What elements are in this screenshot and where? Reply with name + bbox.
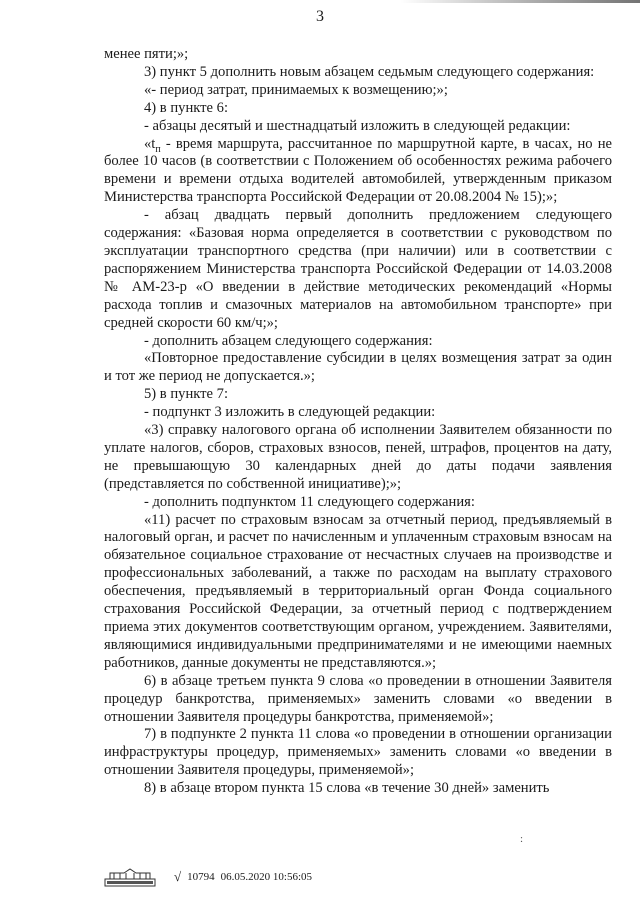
paragraph: «11) расчет по страховым взносам за отчетный период, предъявляемый в налоговый орган, и расчет по начисленным и уплаченным страховым взносам на обязательное социальное страхование от несчастных случаев на производстве и профессиональных заболеваний, а также по расходам на выплату страхового обеспечения, предъявляемый в территориальный орган Фонда социального страхования Российской Федерации, за отчетный период с подтверждением приема этих документов соответствующим органом, учреждением. Заявителями, являющимися индивидуальными предпринимателями и не имеющими наемных работников, данные документы не представляются.»; — [104, 511, 612, 671]
paragraph: «- период затрат, принимаемых к возмещению;»; — [144, 81, 448, 98]
paragraph: 6) в абзаце третьем пункта 9 слова «о проведении в отношении Заявителя процедур банкротства, применяемых» заменить словами «о введении в отношении Заявителя процедуры банкротства, применяемой»; — [104, 672, 612, 725]
footer — [104, 866, 312, 888]
paragraph: - абзац двадцать первый дополнить предложением следующего содержания: «Базовая норма определяется в соответствии с руководством по эксплуатации транспортного средства (при наличии) или в соответствии с распоряжением Министерства транспорта Российской Федерации от 14.03.2008 № АМ-23-р «О введении в действие методических рекомендаций «Нормы расхода топлив и смазочных материалов на автомобильном транспорте» при средней скорости 60 км/ч;»; — [104, 207, 612, 331]
paragraph: 4) в пункте 6: — [144, 99, 229, 116]
registry-logo-icon — [104, 867, 156, 887]
paragraph-text: - время маршрута, рассчитанное по маршрутной карте, в часах, но не более 10 часов (в соответствии с Положением об особенностях режима рабочего времени и времени отдыха водителей автомобилей, утвержденным приказом Министерства транспорта Российской Федерации от 20.08.2004 № 15);»; — [104, 135, 612, 206]
paragraph: «Повторное предоставление субсидии в целях возмещения затрат за один и тот же период не допускается.»; — [104, 350, 612, 385]
scan-edge-artifact — [400, 0, 640, 3]
document-body — [104, 46, 612, 798]
paragraph: 5) в пункте 7: — [144, 386, 229, 403]
footer-doc-number: 10794 — [187, 871, 215, 883]
footer-timestamp: 06.05.2020 10:56:05 — [220, 871, 313, 883]
paragraph — [104, 136, 612, 208]
footer-mark: √ — [174, 869, 182, 884]
paragraph: - абзацы десятый и шестнадцатый изложить в следующей редакции: — [144, 117, 571, 134]
page-number: 3 — [316, 8, 324, 25]
paragraph: - подпункт 3 изложить в следующей редакции: — [144, 404, 436, 421]
paragraph: 8) в абзаце втором пункта 15 слова «в течение 30 дней» заменить — [144, 780, 550, 797]
paragraph: 7) в подпункте 2 пункта 11 слова «о проведении в отношении организации инфраструктуры процедур, применяемых» заменить словами «о введении в отношении Заявителя процедуры, применяемой»; — [104, 726, 612, 779]
stray-mark: : — [520, 833, 524, 845]
paragraph: менее пяти;»; — [104, 46, 189, 62]
paragraph: 3) пункт 5 дополнить новым абзацем седьмым следующего содержания: — [144, 63, 595, 80]
paragraph: - дополнить подпунктом 11 следующего содержания: — [144, 493, 475, 510]
formula-subscript: п — [155, 143, 161, 155]
paragraph: - дополнить абзацем следующего содержания: — [144, 332, 433, 349]
paragraph: «3) справку налогового органа об исполнении Заявителем обязанности по уплате налогов, сборов, страховых взносов, пеней, штрафов, процентов на дату, не превышающую 30 календарных дней до даты подачи заявления (представляется по собственной инициативе);»; — [104, 422, 612, 492]
formula-symbol: «t — [144, 135, 156, 152]
